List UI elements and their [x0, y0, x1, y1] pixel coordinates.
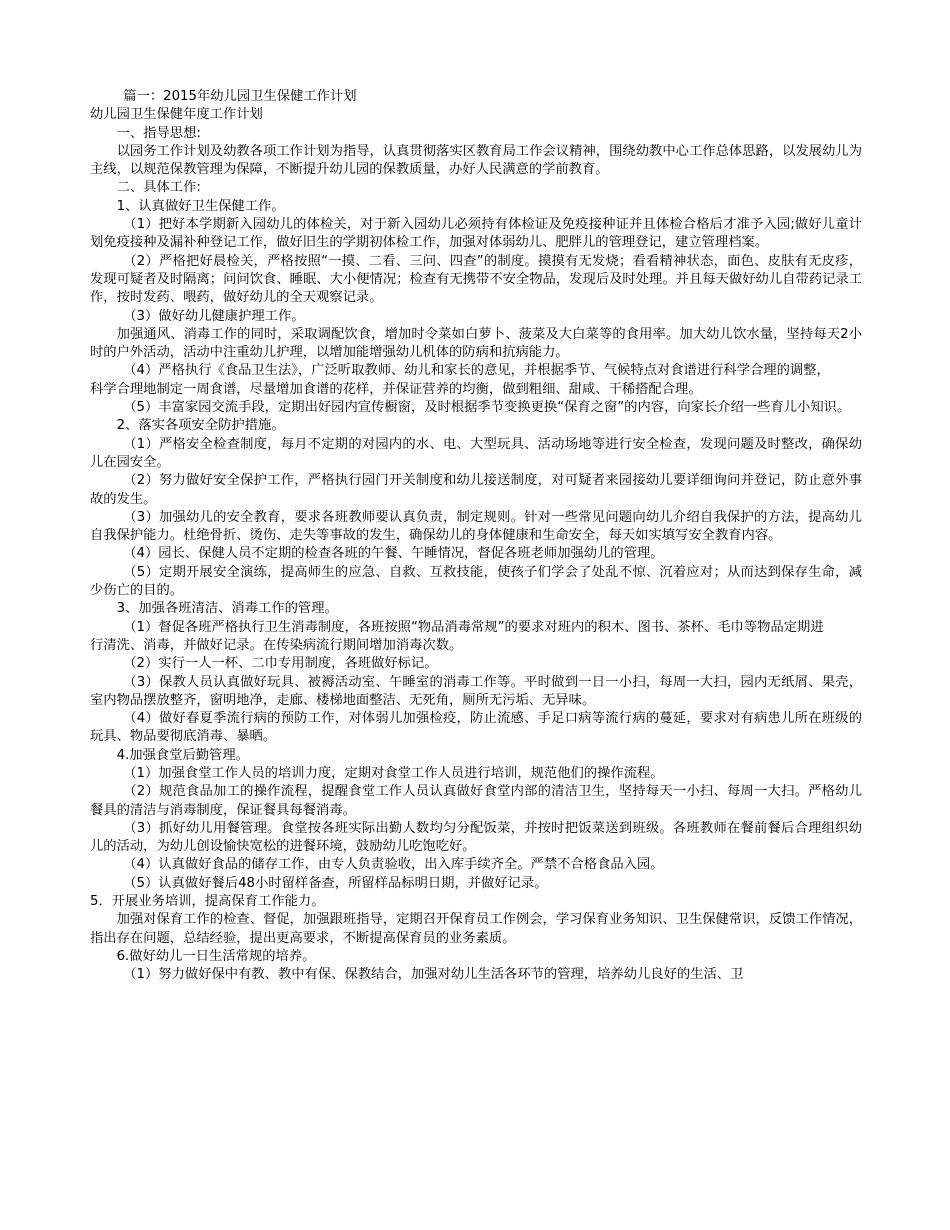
paragraph: （3）做好幼儿健康护理工作。 — [123, 308, 305, 324]
paragraph: 6.做好幼儿一日生活常规的培养。 — [116, 948, 316, 964]
paragraph: （4）做好春夏季流行病的预防工作，对体弱儿加强检疫，防止流感、手足口病等流行病的蔓延，要求对有病患儿所在班级的玩具、物品要彻底消毒、暴晒。 — [90, 711, 862, 745]
paragraph: 行清洗、消毒，并做好记录。在传染病流行期间增加消毒次数。 — [90, 637, 463, 653]
paragraph: （2）努力做好安全保护工作，严格执行园门开关制度和幼儿接送制度，对可疑者来园接幼儿要详细询问并登记，防止意外事故的发生。 — [90, 473, 862, 507]
paragraph: （1）把好本学期新入园幼儿的体检关，对于新入园幼儿必须持有体检证及免疫接种证并且体检合格后才准予入园;做好儿童计划免疫接种及漏补种登记工作，做好旧生的学期初体检工作，加强对体弱幼儿、肥胖儿的管理登记，建立管理档案。 — [90, 217, 862, 251]
paragraph: 加强对保育工作的检查、督促，加强跟班指导，定期召开保育员工作例会，学习保育业务知识、卫生保健常识，反馈工作情况，指出存在问题，总结经验，提出更高要求，不断提高保育员的业务素质。 — [90, 912, 862, 946]
paragraph: 1、认真做好卫生保健工作。 — [116, 198, 285, 214]
document-title: 篇一：2015年幼儿园卫生保健工作计划 — [123, 89, 357, 104]
paragraph: 二、具体工作: — [116, 180, 201, 196]
paragraph: （1）努力做好保中有教、教中有保、保教结合，加强对幼儿生活各环节的管理，培养幼儿良好的生活、卫 — [123, 967, 744, 983]
paragraph: 加强通风、消毒工作的同时，采取调配饮食，增加时令菜如白萝卜、菠菜及大白菜等的食用率。加大幼儿饮水量，坚持每天2小时的户外活动，活动中注重幼儿护理，以增加能增强幼儿机体的防病和抗病能力。 — [90, 326, 862, 361]
paragraph: 5．开展业务培训，提高保育工作能力。 — [90, 894, 325, 910]
paragraph: 4.加强食堂后勤管理。 — [116, 747, 249, 763]
document-subtitle: 幼儿园卫生保健年度工作计划 — [90, 107, 263, 123]
paragraph: 以园务工作计划及幼教各项工作计划为指导，认真贯彻落实区教育局工作会议精神，围绕幼教中心工作总体思路，以发展幼儿为主线，以规范保教管理为保障，不断提升幼儿园的保教质量，办好人民满意的学前教育。 — [90, 143, 862, 178]
paragraph: （1）严格安全检查制度，每月不定期的对园内的水、电、大型玩具、活动场地等进行安全检查，发现问题及时整改，确保幼儿在园安全。 — [90, 436, 862, 470]
paragraph: 2、落实各项安全防护措施。 — [116, 418, 285, 434]
paragraph: （5）丰富家园交流手段，定期出好园内宣传橱窗，及时根据季节变换更换“保育之窗”的内容，向家长介绍一些育儿小知识。 — [123, 400, 851, 416]
paragraph: （4）园长、保健人员不定期的检查各班的午餐、午睡情况，督促各班老师加强幼儿的管理。 — [123, 546, 664, 562]
paragraph: （2）规范食品加工的操作流程，提醒食堂工作人员认真做好食堂内部的清洁卫生，坚持每天一小扫、每周一大扫。严格幼儿餐具的清洁与消毒制度，保证餐具每餐消毒。 — [90, 784, 862, 818]
paragraph: （3）加强幼儿的安全教育，要求各班教师要认真负责，制定规则。针对一些常见问题向幼儿介绍自我保护的方法，提高幼儿自我保护能力。杜绝骨折、烫伤、走失等事故的发生，确保幼儿的身体健康和生命安全，每天如实填写安全教育内容。 — [90, 509, 862, 544]
paragraph: （5）定期开展安全演练，提高师生的应急、自救、互救技能，使孩子们学会了处乱不惊、沉着应对；从而达到保存生命，减少伤亡的目的。 — [90, 564, 862, 599]
paragraph: （3）抓好幼儿用餐管理。食堂按各班实际出勤人数均匀分配饭菜，并按时把饭菜送到班级。各班教师在餐前餐后合理组织幼儿的活动，为幼儿创设愉快宽松的进餐环境，鼓励幼儿吃饱吃好。 — [90, 820, 862, 855]
paragraph: 3、加强各班清洁、消毒工作的管理。 — [116, 601, 338, 617]
paragraph: （4）严格执行《食品卫生法》，广泛听取教师、幼儿和家长的意见，并根据季节、气候特点对食谱进行科学合理的调整， — [123, 363, 830, 379]
paragraph: （4）认真做好食品的储存工作，由专人负责验收，出入库手续齐全。严禁不合格食品入园。 — [123, 857, 664, 873]
paragraph: 科学合理地制定一周食谱，尽量增加食谱的花样，并保证营养的均衡，做到粗细、甜咸、干稀搭配合理。 — [90, 381, 702, 397]
paragraph: （1）加强食堂工作人员的培训力度，定期对食堂工作人员进行培训，规范他们的操作流程。 — [123, 765, 664, 781]
paragraph: （1）督促各班严格执行卫生消毒制度，各班按照“物品消毒常规”的要求对班内的积木、图书、茶杯、毛巾等物品定期进 — [123, 619, 824, 635]
paragraph: 一、指导思想: — [116, 125, 201, 141]
paragraph: （2）严格把好晨检关，严格按照“一摸、二看、三问、四查”的制度。摸摸有无发烧；看看精神状态，面色、皮肤有无皮疹， 发现可疑者及时隔离；问问饮食、睡眠、大小便情况；检查有无携带不安全物品，发现后及时处理。并且每天做好幼儿自带药记录工作，按时发药、喂药，做好幼儿的全天观察记录。 — [90, 253, 862, 306]
paragraph: （5）认真做好餐后48小时留样备查，所留样品标明日期，并做好记录。 — [123, 875, 548, 891]
paragraph: （3）保教人员认真做好玩具、被褥活动室、午睡室的消毒工作等。平时做到一日一小扫，每周一大扫，园内无纸屑、果壳，室内物品摆放整齐，窗明地净，走廊、楼梯地面整洁、无死角，厕所无污垢、无异味。 — [90, 674, 862, 708]
paragraph: （2）实行一人一杯、二巾专用制度，各班做好标记。 — [123, 656, 438, 672]
document-body — [90, 88, 862, 985]
